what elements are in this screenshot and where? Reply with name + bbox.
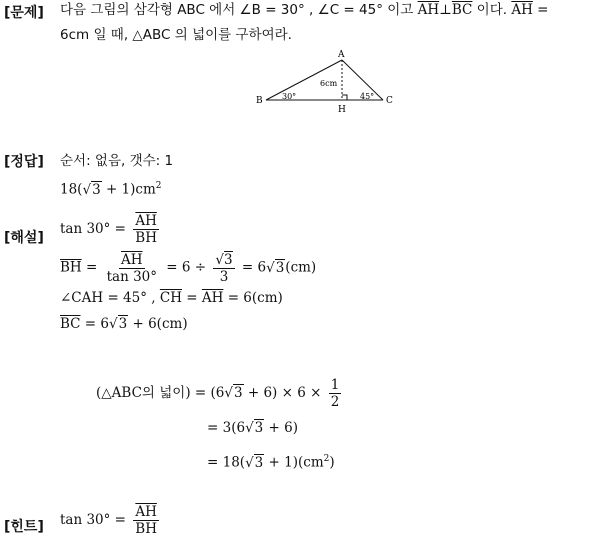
answer-exp: 2 <box>155 181 162 191</box>
step2-post: + 6) <box>264 420 299 436</box>
vertex-c: C <box>386 96 393 106</box>
bc-sqrt-arg: 3 <box>118 316 128 332</box>
bh-sqrt: √3 <box>266 259 285 276</box>
problem-text-a: 다음 그림의 삼각형 ABC 에서 ∠B = 30° , ∠C = 45° 이고 <box>60 2 418 18</box>
expl-area <box>96 377 344 410</box>
half-num: 1 <box>330 377 340 393</box>
bh-res-post: (cm) <box>285 259 317 276</box>
sqrt3-over-3: $\frac{√3}{3}$ <box>215 252 233 285</box>
frac-sqrt-arg: 3 <box>224 252 233 268</box>
area-sqrt-arg: 3 <box>233 385 243 401</box>
sqrt-sign: √3 <box>82 181 101 198</box>
bc-sqrt: √3 <box>109 316 128 332</box>
bh-eq: = <box>81 259 98 276</box>
triangle-figure <box>250 48 400 116</box>
hint-lhs: tan 30° = <box>60 512 126 528</box>
step3-sqrt: √3 <box>245 454 264 471</box>
tan-den: BH <box>135 230 157 246</box>
tan-fraction <box>133 213 159 246</box>
area-mid: + 6) × 6 × <box>243 385 322 401</box>
answer-order: 순서: 없음, 갯수: 1 <box>60 153 174 169</box>
bc-pre: = 6 <box>80 316 109 332</box>
hint-fraction <box>133 504 159 537</box>
tan-lhs: tan 30° = <box>60 221 126 237</box>
problem-line-1 <box>60 1 549 19</box>
right-angle-mark <box>342 95 347 100</box>
bh-mid: = 6 ÷ <box>166 259 207 276</box>
half-fraction <box>329 377 342 410</box>
hint-tan <box>60 504 162 537</box>
hint-den: BH <box>135 521 157 537</box>
foot-h: H <box>338 105 346 115</box>
bh: $\overline{BH}$ <box>60 259 82 276</box>
bc-post: + 6(cm) <box>128 316 188 332</box>
vertex-b: B <box>256 96 263 106</box>
answer-label: [정답] <box>4 154 44 170</box>
bh-res-pre: = 6 <box>241 259 267 276</box>
expl-bh <box>60 251 316 285</box>
step2-sqrt: √3 <box>245 420 264 436</box>
hint-num: $\overline{AH}$ <box>135 504 157 520</box>
angle-b-label: 30° <box>282 92 297 101</box>
answer-pre: 18( <box>60 181 83 198</box>
segment-ah-2: $\overline{AH}$ <box>511 2 533 18</box>
segment-bc: $\overline{BC}$ <box>451 2 473 18</box>
bh-fraction <box>105 252 159 285</box>
bh-num: $\overline{AH}$ <box>121 251 143 268</box>
height-label: 6cm <box>320 79 338 88</box>
answer-post: + 1)cm <box>101 181 156 198</box>
expl-step3 <box>207 450 335 472</box>
half-den: 2 <box>330 394 340 410</box>
step3-end: ) <box>329 454 335 471</box>
hint-label: [힌트] <box>4 519 44 535</box>
ch-post: = 6(cm) <box>223 290 283 306</box>
bh-sqrt-arg: 3 <box>275 259 285 276</box>
step3-pre: = 18( <box>207 454 246 471</box>
tan-num: $\overline{AH}$ <box>135 213 157 229</box>
area-lhs: (△ABC의 넓이) = (6 <box>96 385 225 401</box>
bh-den: tan 30° <box>106 268 157 285</box>
frac-den: 3 <box>219 269 229 285</box>
expl-cah <box>60 289 283 307</box>
step3-sqrt-arg: 3 <box>254 454 264 471</box>
explanation-label: [해설] <box>4 230 44 246</box>
step3-post: + 1)(cm <box>264 454 324 471</box>
area-sqrt: √3 <box>224 385 243 401</box>
expl-step2 <box>207 419 298 437</box>
cah: ∠CAH = 45° , <box>60 290 160 306</box>
ah: $\overline{AH}$ <box>201 290 224 306</box>
problem-text-b: 이다. <box>472 2 512 18</box>
step2-sqrt-arg: 3 <box>254 420 264 436</box>
expl-bc <box>60 315 188 333</box>
perp-symbol: ⊥ <box>439 2 452 18</box>
ch-eq: = <box>181 290 202 306</box>
answer-value <box>60 177 162 199</box>
segment-ah: $\overline{AH}$ <box>417 2 440 18</box>
problem-line-2: 6cm 일 때, △ABC 의 넓이를 구하여라. <box>60 27 292 43</box>
angle-c-label: 45° <box>360 92 375 101</box>
equals: = <box>532 2 549 18</box>
sqrt-arg: 3 <box>92 181 101 198</box>
expl-tan <box>60 213 162 246</box>
vertex-a: A <box>338 50 345 60</box>
ch: $\overline{CH}$ <box>159 290 182 306</box>
bc: $\overline{BC}$ <box>60 316 81 332</box>
problem-label: [문제] <box>4 5 44 21</box>
step3-exp: 2 <box>323 454 330 464</box>
step2-pre: = 3(6 <box>207 420 246 436</box>
